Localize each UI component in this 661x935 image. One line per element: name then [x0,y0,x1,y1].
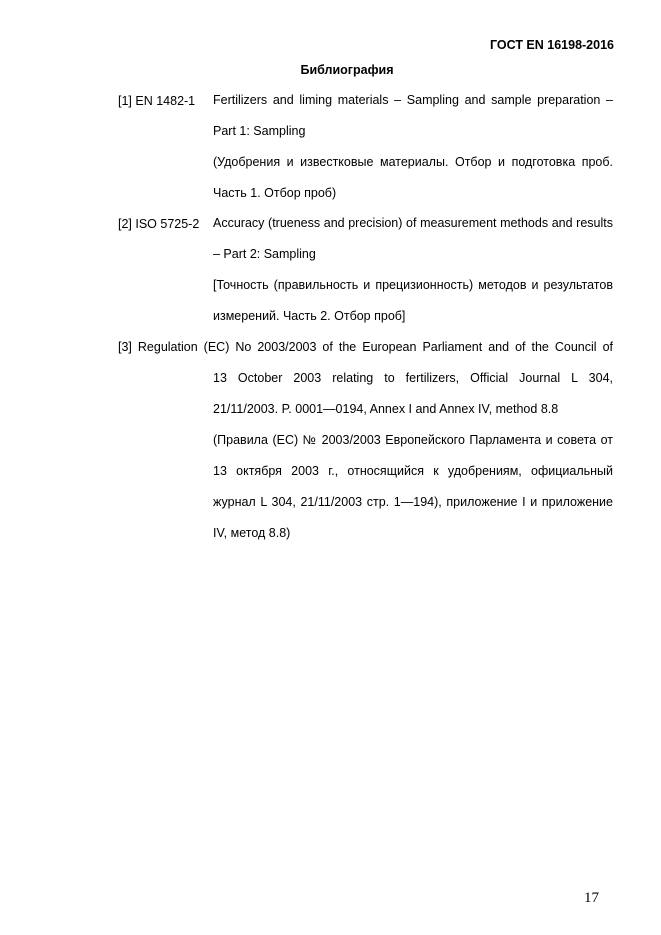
reference-2-russian: [Точность (правильность и прецизионность) методов и результатов измерений. Часть 2. Отбор проб] [213,278,613,323]
reference-3-english: 13 October 2003 relating to fertilizers, Official Journal L 304, 21/11/2003. P. 0001—0194, Annex I and Annex IV, method 8.8 [213,371,613,416]
reference-2-english: Accuracy (trueness and precision) of measurement methods and results – Part 2: Sampling [213,216,613,261]
standard-code-header: ГОСТ EN 16198-2016 [489,38,614,52]
reference-1-russian: (Удобрения и известковые материалы. Отбор и подготовка проб. Часть 1. Отбор проб) [213,155,613,200]
bibliography-title: Библиография [300,63,394,77]
reference-3-body [213,363,613,549]
page-number: 17 [584,890,599,906]
reference-1-code: [1] EN 1482-1 [118,94,196,108]
reference-1-body [213,85,613,209]
reference-3-code: [3] Regulation (EC) No 2003/2003 of the European Parliament and of the Council of [118,340,613,354]
reference-3-russian: (Правила (ЕС) № 2003/2003 Европейского Парламента и совета от 13 октября 2003 г., относящийся к удобрениям, официальный журнал L 304, 21/11/2003 стр. 1—194), приложение I и приложение IV, метод 8.8) [213,433,613,540]
reference-1-english: Fertilizers and liming materials – Sampling and sample preparation – Part 1: Sampling [213,93,613,138]
reference-2-code: [2] ISO 5725-2 [118,217,200,231]
reference-2-body [213,208,613,332]
